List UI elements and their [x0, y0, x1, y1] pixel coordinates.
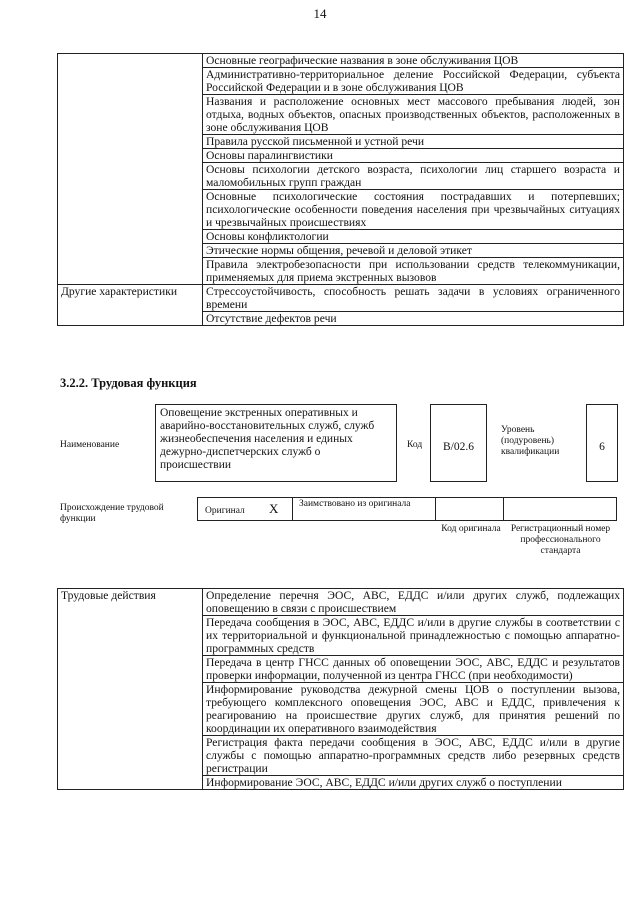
original-mark: X — [269, 501, 279, 516]
labor-actions-label: Трудовые действия — [58, 589, 203, 790]
knowledge-row: Основы конфликтологии — [203, 230, 624, 244]
knowledge-row: Названия и расположение основных мест массового пребывания людей, зон отдыха, водных объектов, опасных производственных объектов, расположенных в зоне обслуживания ЦОВ — [203, 95, 624, 135]
other-row: Отсутствие дефектов речи — [203, 312, 624, 326]
section-heading: 3.2.2. Трудовая функция — [60, 376, 197, 390]
origin-divider — [435, 497, 436, 521]
knowledge-row: Административно-территориальное деление Российской Федерации, субъекта Российской Федерации и в зоне обслуживания ЦОВ — [203, 68, 624, 95]
level-value-box: 6 — [586, 404, 618, 482]
labor-action-row: Регистрация факта передачи сообщения в ЭОС, АВС, ЕДДС и/или в другие службы с помощью аппаратно-программных средств либо резервных средств регистрации — [203, 736, 624, 776]
code-original-caption: Код оригинала — [441, 524, 501, 534]
level-label: Уровень (подуровень) квалификации — [501, 425, 560, 457]
labor-action-row: Информирование ЭОС, АВС, ЕДДС и/или других служб о поступлении — [203, 776, 624, 790]
original-label: Оригинал — [205, 506, 245, 516]
registration-number-caption: Регистрационный номер профессионального стандарта — [510, 524, 611, 556]
code-value-box: B/02.6 — [430, 404, 487, 482]
other-characteristics-label: Другие характеристики — [58, 285, 203, 326]
knowledge-row: Основы паралингвистики — [203, 149, 624, 163]
other-row: Стрессоустойчивость, способность решать задачи в условиях ограниченного времени — [203, 285, 624, 312]
knowledge-row: Этические нормы общения, речевой и деловой этикет — [203, 244, 624, 258]
labor-actions-table — [57, 588, 624, 790]
labor-action-row: Информирование руководства дежурной смены ЦОВ о поступлении вызова, требующего комплексного оповещения ЭОС, АВС и ЕДДС, привлечения к реагированию на происшествие других служб, для принятия решений по координации их оперативного взаимодействия — [203, 683, 624, 736]
function-name-box: Оповещение экстренных оперативных и аварийно-восстановительных служб, служб жизнеобеспечения населения и единых дежурно-диспетчерских служб о происшествии — [155, 404, 397, 482]
origin-divider — [503, 497, 504, 521]
page-number: 14 — [313, 6, 327, 21]
knowledge-label-cell — [58, 54, 203, 285]
borrowed-label: Заимствовано из оригинала — [299, 499, 411, 509]
labor-action-row: Передача сообщения в ЭОС, АВС, ЕДДС и/или в другие службы в соответствии с их территориальной и функциональной принадлежностью с помощью аппаратно-программных средств — [203, 616, 624, 656]
knowledge-row: Правила электробезопасности при использовании средств телекоммуникации, применяемых для приема экстренных вызовов — [203, 258, 624, 285]
code-label: Код — [407, 440, 423, 450]
knowledge-row: Основные психологические состояния пострадавших и потерпевших; психологические особенности поведения населения при чрезвычайных ситуациях и чрезвычайных происшествиях — [203, 190, 624, 230]
name-label: Наименование — [60, 440, 120, 450]
requirements-table — [57, 53, 624, 326]
knowledge-row: Основные географические названия в зоне обслуживания ЦОВ — [203, 54, 624, 68]
origin-divider — [292, 497, 293, 521]
origin-label: Происхождение трудовой функции — [60, 503, 164, 524]
labor-action-row: Передача в центр ГНСС данных об оповещении ЭОС, АВС, ЕДДС и результатов проверки информации, полученной из центра ГНСС (при необходимости) — [203, 656, 624, 683]
labor-action-row: Определение перечня ЭОС, АВС, ЕДДС и/или других служб, подлежащих оповещению в связи с происшествием — [203, 589, 624, 616]
knowledge-row: Основы психологии детского возраста, психологии лиц старшего возраста и маломобильных групп граждан — [203, 163, 624, 190]
knowledge-row: Правила русской письменной и устной речи — [203, 135, 624, 149]
